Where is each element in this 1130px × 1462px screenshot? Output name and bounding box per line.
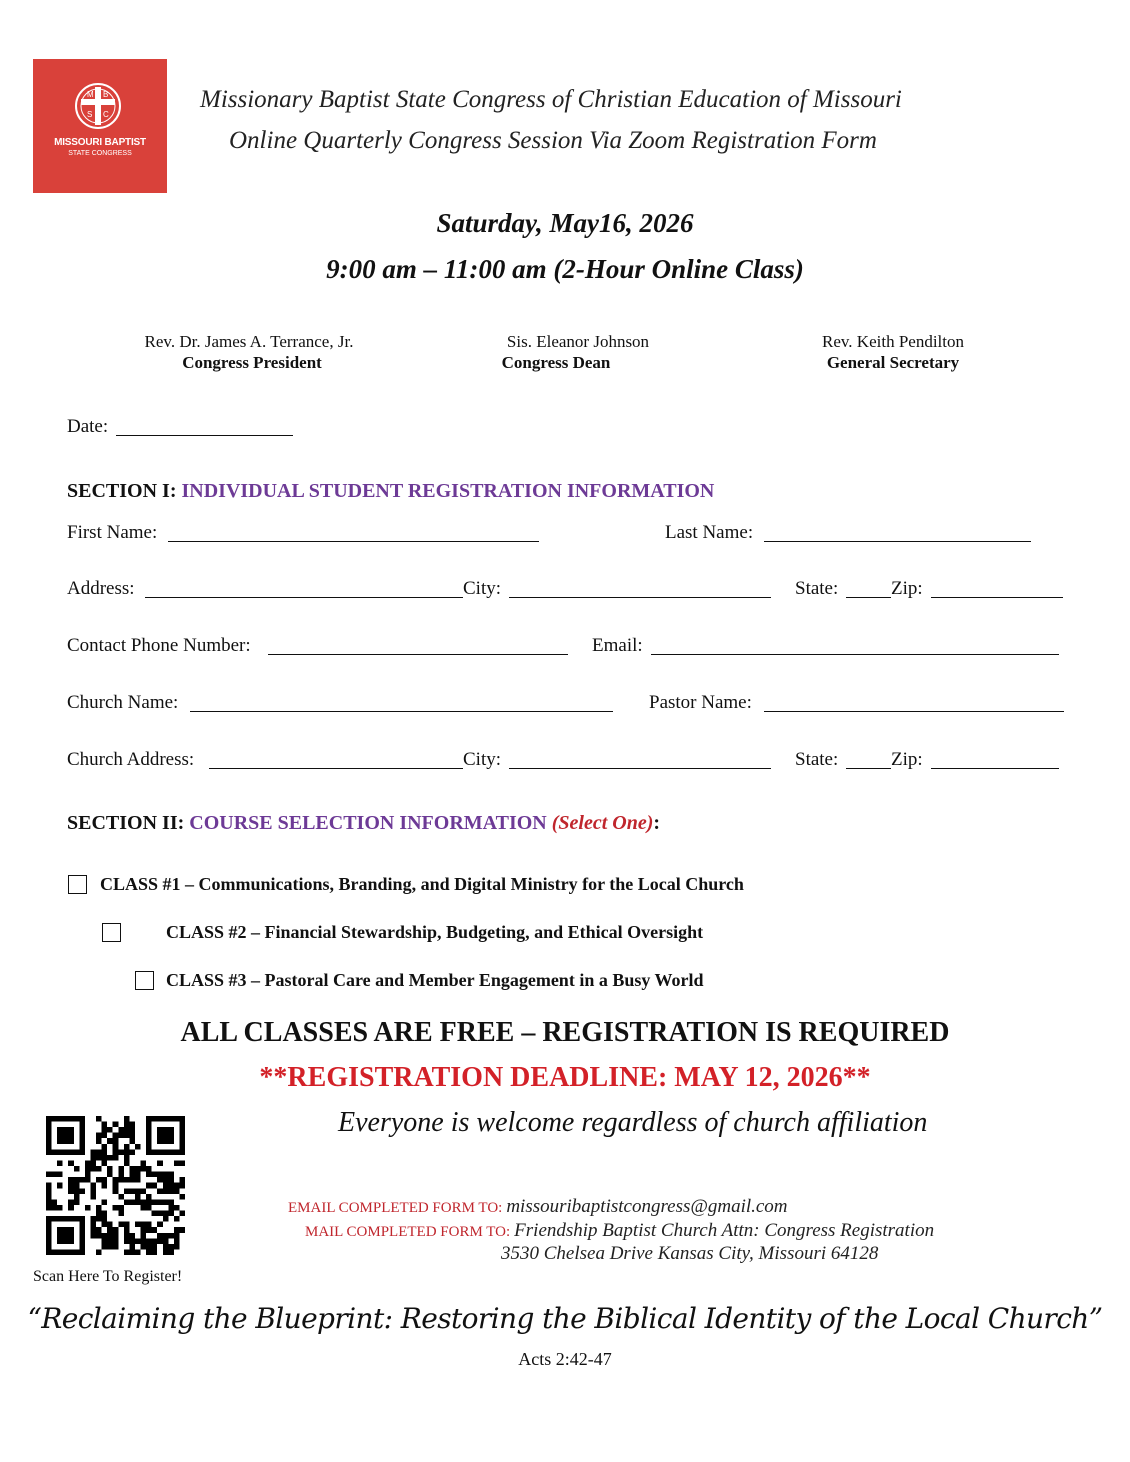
qr-module xyxy=(107,1172,113,1178)
qr-module xyxy=(146,1172,152,1178)
qr-module xyxy=(163,1233,169,1239)
officer-title: Congress Dean xyxy=(501,353,611,372)
qr-module xyxy=(129,1166,135,1172)
qr-module xyxy=(146,1183,152,1189)
qr-module xyxy=(146,1244,152,1250)
qr-module xyxy=(146,1194,152,1200)
qr-module xyxy=(118,1166,124,1172)
class-3-checkbox[interactable] xyxy=(135,971,154,990)
class-1-checkbox[interactable] xyxy=(68,875,87,894)
church-name-field[interactable] xyxy=(190,711,613,712)
officer-title: General Secretary xyxy=(826,353,960,372)
qr-module xyxy=(46,1172,52,1178)
qr-module xyxy=(102,1216,108,1222)
qr-module xyxy=(90,1227,96,1233)
qr-module xyxy=(124,1133,130,1139)
qr-module xyxy=(57,1172,63,1178)
qr-module xyxy=(163,1238,169,1244)
church-city-label: City: xyxy=(463,749,502,770)
qr-module xyxy=(46,1194,52,1200)
qr-module xyxy=(163,1172,169,1178)
qr-module xyxy=(52,1199,58,1205)
qr-module xyxy=(135,1177,141,1183)
qr-module xyxy=(90,1160,96,1166)
qr-module xyxy=(74,1199,80,1205)
event-time: 9:00 am – 11:00 am (2-Hour Online Class) xyxy=(326,254,804,284)
qr-module xyxy=(129,1188,135,1194)
qr-module xyxy=(141,1233,147,1239)
qr-finder xyxy=(57,1227,74,1244)
qr-module xyxy=(135,1249,141,1255)
email-field[interactable] xyxy=(651,654,1059,655)
logo-letter: C xyxy=(103,110,109,119)
qr-module xyxy=(46,1199,52,1205)
logo-letter: B xyxy=(103,90,109,99)
qr-module xyxy=(90,1188,96,1194)
qr-module xyxy=(135,1199,141,1205)
qr-module xyxy=(79,1177,85,1183)
qr-module xyxy=(129,1249,135,1255)
mail-instruction-label: MAIL COMPLETED FORM TO: xyxy=(305,1224,511,1240)
officer-name: Rev. Dr. James A. Terrance, Jr. xyxy=(144,332,354,351)
qr-module xyxy=(124,1249,130,1255)
qr-module xyxy=(174,1238,180,1244)
qr-module xyxy=(113,1233,119,1239)
qr-module xyxy=(85,1160,91,1166)
qr-module xyxy=(118,1211,124,1217)
qr-module xyxy=(146,1249,152,1255)
mail-recipient: Friendship Baptist Church Attn: Congress Registration xyxy=(514,1220,935,1241)
officer-title: Congress President xyxy=(182,353,322,372)
qr-module xyxy=(102,1160,108,1166)
welcome-text: Everyone is welcome regardless of church affiliation xyxy=(338,1107,928,1138)
qr-module xyxy=(107,1238,113,1244)
qr-module xyxy=(90,1222,96,1228)
qr-module xyxy=(168,1249,174,1255)
pastor-name-label: Pastor Name: xyxy=(649,692,752,713)
qr-module xyxy=(146,1227,152,1233)
qr-module xyxy=(57,1183,63,1189)
qr-module xyxy=(68,1177,74,1183)
org-title: Missionary Baptist State Congress of Christian Education of Missouri xyxy=(200,86,902,113)
qr-module xyxy=(113,1149,119,1155)
qr-module xyxy=(168,1172,174,1178)
qr-module xyxy=(124,1227,130,1233)
qr-module xyxy=(102,1127,108,1133)
section-1-heading xyxy=(67,480,714,503)
church-state-label: State: xyxy=(795,749,839,770)
qr-module xyxy=(163,1216,169,1222)
qr-module xyxy=(157,1172,163,1178)
section-1-prefix: SECTION I: xyxy=(67,480,177,502)
qr-module xyxy=(96,1149,102,1155)
qr-module xyxy=(141,1199,147,1205)
qr-module xyxy=(107,1127,113,1133)
qr-module xyxy=(141,1227,147,1233)
qr-module xyxy=(179,1211,185,1217)
qr-finder xyxy=(157,1127,174,1144)
section-2-prefix: SECTION II: xyxy=(67,812,185,834)
city-label: City: xyxy=(463,578,502,599)
qr-module xyxy=(157,1188,163,1194)
church-zip-label: Zip: xyxy=(891,749,923,770)
qr-module xyxy=(174,1227,180,1233)
qr-module xyxy=(157,1177,163,1183)
qr-module xyxy=(90,1166,96,1172)
qr-module xyxy=(146,1166,152,1172)
qr-module xyxy=(79,1188,85,1194)
qr-module xyxy=(96,1216,102,1222)
qr-module xyxy=(96,1177,102,1183)
form-title: Online Quarterly Congress Session Via Zoom Registration Form xyxy=(229,127,877,154)
qr-module xyxy=(46,1188,52,1194)
qr-module xyxy=(68,1160,74,1166)
church-address-field[interactable] xyxy=(209,768,463,769)
qr-module xyxy=(113,1205,119,1211)
address-field[interactable] xyxy=(145,597,463,598)
qr-module xyxy=(46,1205,52,1211)
qr-module xyxy=(129,1149,135,1155)
qr-module xyxy=(168,1205,174,1211)
class-2-checkbox[interactable] xyxy=(102,923,121,942)
qr-module xyxy=(141,1222,147,1228)
church-zip-field[interactable] xyxy=(931,768,1059,769)
qr-module xyxy=(118,1172,124,1178)
qr-module xyxy=(74,1194,80,1200)
qr-module xyxy=(135,1144,141,1150)
qr-module xyxy=(163,1177,169,1183)
qr-module xyxy=(118,1127,124,1133)
qr-module xyxy=(102,1155,108,1161)
qr-module xyxy=(174,1188,180,1194)
event-date: Saturday, May16, 2026 xyxy=(436,208,694,238)
qr-module xyxy=(113,1238,119,1244)
qr-module xyxy=(157,1238,163,1244)
qr-module xyxy=(90,1216,96,1222)
qr-module xyxy=(174,1244,180,1250)
qr-module xyxy=(107,1227,113,1233)
section-2-colon: : xyxy=(653,812,661,834)
class-3-label: CLASS #3 – Pastoral Care and Member Engagement in a Busy World xyxy=(166,970,704,990)
section-2-heading xyxy=(67,812,660,835)
qr-module xyxy=(129,1177,135,1183)
logo-letter: M xyxy=(87,90,94,99)
qr-module xyxy=(163,1244,169,1250)
qr-module xyxy=(96,1249,102,1255)
church-state-field[interactable] xyxy=(846,768,891,769)
first-name-label: First Name: xyxy=(67,522,158,543)
qr-module xyxy=(179,1160,185,1166)
qr-module xyxy=(90,1233,96,1239)
first-name-field[interactable] xyxy=(168,541,539,542)
qr-module xyxy=(146,1222,152,1228)
qr-module xyxy=(96,1211,102,1217)
qr-module xyxy=(90,1183,96,1189)
qr-module xyxy=(174,1205,180,1211)
qr-module xyxy=(102,1199,108,1205)
qr-module xyxy=(107,1155,113,1161)
qr-finder xyxy=(57,1127,74,1144)
state-field[interactable] xyxy=(846,597,891,598)
qr-module xyxy=(102,1149,108,1155)
qr-module xyxy=(90,1155,96,1161)
qr-module xyxy=(129,1199,135,1205)
qr-module xyxy=(152,1249,158,1255)
qr-module xyxy=(163,1211,169,1217)
logo-title: MISSOURI BAPTIST xyxy=(54,137,146,148)
qr-module xyxy=(85,1205,91,1211)
qr-module xyxy=(163,1249,169,1255)
zip-label: Zip: xyxy=(891,578,923,599)
qr-module xyxy=(157,1222,163,1228)
qr-module xyxy=(57,1205,63,1211)
qr-caption: Scan Here To Register! xyxy=(33,1268,183,1285)
qr-module xyxy=(74,1177,80,1183)
qr-module xyxy=(129,1133,135,1139)
qr-module xyxy=(174,1160,180,1166)
qr-module xyxy=(113,1144,119,1150)
address-label: Address: xyxy=(67,578,135,599)
qr-module xyxy=(124,1233,130,1239)
qr-module xyxy=(163,1183,169,1189)
qr-module xyxy=(85,1177,91,1183)
scripture-reference: Acts 2:42-47 xyxy=(518,1349,612,1369)
qr-module xyxy=(102,1238,108,1244)
qr-module xyxy=(135,1172,141,1178)
church-address-label: Church Address: xyxy=(67,749,195,770)
qr-module xyxy=(146,1238,152,1244)
zip-field[interactable] xyxy=(931,597,1063,598)
qr-module xyxy=(135,1194,141,1200)
qr-module xyxy=(96,1233,102,1239)
qr-module xyxy=(129,1244,135,1250)
qr-module xyxy=(102,1211,108,1217)
qr-module xyxy=(102,1233,108,1239)
qr-module xyxy=(168,1177,174,1183)
qr-module xyxy=(118,1149,124,1155)
qr-module xyxy=(113,1177,119,1183)
qr-module xyxy=(163,1199,169,1205)
class-2-label: CLASS #2 – Financial Stewardship, Budgeting, and Ethical Oversight xyxy=(166,922,704,942)
qr-module xyxy=(141,1244,147,1250)
qr-module xyxy=(152,1244,158,1250)
qr-module xyxy=(168,1211,174,1217)
qr-module xyxy=(135,1188,141,1194)
qr-module xyxy=(135,1166,141,1172)
date-label: Date: xyxy=(67,416,109,437)
qr-module xyxy=(96,1133,102,1139)
qr-module xyxy=(124,1149,130,1155)
qr-module xyxy=(135,1222,141,1228)
qr-module xyxy=(152,1211,158,1217)
email-instruction-label: EMAIL COMPLETED FORM TO: xyxy=(288,1200,503,1216)
qr-code[interactable] xyxy=(46,1116,185,1255)
qr-module xyxy=(124,1177,130,1183)
qr-module xyxy=(124,1199,130,1205)
qr-module xyxy=(118,1133,124,1139)
qr-module xyxy=(68,1205,74,1211)
qr-module xyxy=(102,1122,108,1128)
qr-module xyxy=(107,1244,113,1250)
qr-module xyxy=(90,1149,96,1155)
logo-subtitle: STATE CONGRESS xyxy=(68,150,132,157)
qr-module xyxy=(152,1227,158,1233)
date-field[interactable] xyxy=(116,435,293,436)
qr-module xyxy=(118,1177,124,1183)
qr-module xyxy=(113,1133,119,1139)
qr-module xyxy=(129,1238,135,1244)
qr-module xyxy=(168,1188,174,1194)
qr-module xyxy=(85,1166,91,1172)
qr-module xyxy=(107,1233,113,1239)
qr-module xyxy=(146,1205,152,1211)
qr-module xyxy=(141,1238,147,1244)
qr-module xyxy=(96,1166,102,1172)
last-name-field[interactable] xyxy=(764,541,1031,542)
logo-letter: S xyxy=(87,110,93,119)
qr-module xyxy=(129,1172,135,1178)
qr-module xyxy=(157,1233,163,1239)
qr-module xyxy=(174,1183,180,1189)
section-1-title: INDIVIDUAL STUDENT REGISTRATION INFORMATION xyxy=(181,480,715,502)
qr-module xyxy=(168,1244,174,1250)
class-1-label: CLASS #1 – Communications, Branding, and Digital Ministry for the Local Church xyxy=(100,874,744,894)
qr-module xyxy=(118,1194,124,1200)
qr-module xyxy=(113,1227,119,1233)
qr-module xyxy=(113,1188,119,1194)
email-instruction xyxy=(288,1196,788,1218)
qr-module xyxy=(141,1188,147,1194)
pastor-name-field[interactable] xyxy=(764,711,1064,712)
qr-module xyxy=(52,1205,58,1211)
phone-field[interactable] xyxy=(268,654,568,655)
church-city-field[interactable] xyxy=(509,768,771,769)
qr-module xyxy=(124,1155,130,1161)
email-label: Email: xyxy=(592,635,643,656)
qr-module xyxy=(102,1244,108,1250)
officer-name: Rev. Keith Pendilton xyxy=(822,332,964,351)
qr-module xyxy=(90,1194,96,1200)
qr-module xyxy=(124,1122,130,1128)
qr-module xyxy=(141,1205,147,1211)
qr-module xyxy=(152,1183,158,1189)
qr-module xyxy=(129,1233,135,1239)
qr-module xyxy=(129,1127,135,1133)
qr-module xyxy=(179,1194,185,1200)
qr-module xyxy=(74,1188,80,1194)
qr-module xyxy=(168,1199,174,1205)
officer-name: Sis. Eleanor Johnson xyxy=(506,332,650,351)
qr-module xyxy=(168,1183,174,1189)
qr-module xyxy=(168,1233,174,1239)
qr-module xyxy=(96,1227,102,1233)
free-notice: ALL CLASSES ARE FREE – REGISTRATION IS REQUIRED xyxy=(180,1017,950,1048)
church-name-label: Church Name: xyxy=(67,692,179,713)
qr-module xyxy=(152,1172,158,1178)
qr-module xyxy=(113,1244,119,1250)
qr-module xyxy=(74,1166,80,1172)
qr-module xyxy=(68,1199,74,1205)
qr-module xyxy=(124,1222,130,1228)
qr-module xyxy=(179,1183,185,1189)
qr-module xyxy=(174,1216,180,1222)
last-name-label: Last Name: xyxy=(665,522,754,543)
motto: “Reclaiming the Blueprint: Restoring the Biblical Identity of the Local Church” xyxy=(27,1302,1103,1335)
qr-module xyxy=(46,1183,52,1189)
qr-module xyxy=(141,1166,147,1172)
qr-module xyxy=(146,1199,152,1205)
qr-module xyxy=(68,1183,74,1189)
qr-module xyxy=(179,1177,185,1183)
qr-module xyxy=(96,1138,102,1144)
qr-module xyxy=(135,1238,141,1244)
qr-module xyxy=(141,1160,147,1166)
mail-instruction xyxy=(305,1220,934,1242)
qr-module xyxy=(152,1199,158,1205)
deadline-notice: **REGISTRATION DEADLINE: MAY 12, 2026** xyxy=(259,1062,871,1093)
qr-module xyxy=(113,1155,119,1161)
qr-module xyxy=(124,1144,130,1150)
email-address[interactable]: missouribaptistcongress@gmail.com xyxy=(506,1196,788,1217)
qr-module xyxy=(152,1238,158,1244)
qr-module xyxy=(129,1122,135,1128)
qr-module xyxy=(107,1166,113,1172)
section-2-title: COURSE SELECTION INFORMATION xyxy=(189,812,547,834)
qr-module xyxy=(74,1183,80,1189)
qr-module xyxy=(157,1199,163,1205)
phone-label: Contact Phone Number: xyxy=(67,635,251,656)
qr-module xyxy=(68,1188,74,1194)
qr-module xyxy=(124,1188,130,1194)
qr-module xyxy=(102,1183,108,1189)
qr-module xyxy=(157,1160,163,1166)
qr-module xyxy=(179,1227,185,1233)
cross-emblem-icon xyxy=(73,81,123,131)
qr-module xyxy=(129,1138,135,1144)
logo xyxy=(33,59,167,193)
qr-module xyxy=(163,1188,169,1194)
qr-module xyxy=(157,1211,163,1217)
city-field[interactable] xyxy=(509,597,771,598)
qr-module xyxy=(124,1238,130,1244)
qr-module xyxy=(57,1160,63,1166)
qr-module xyxy=(96,1205,102,1211)
qr-module xyxy=(113,1183,119,1189)
qr-module xyxy=(96,1116,102,1122)
qr-module xyxy=(96,1155,102,1161)
section-2-note: (Select One) xyxy=(551,812,654,834)
qr-module xyxy=(102,1144,108,1150)
qr-module xyxy=(52,1172,58,1178)
qr-module xyxy=(102,1222,108,1228)
qr-module xyxy=(124,1160,130,1166)
qr-module xyxy=(107,1138,113,1144)
qr-module xyxy=(102,1133,108,1139)
qr-module xyxy=(124,1116,130,1122)
qr-module xyxy=(118,1222,124,1228)
qr-module xyxy=(113,1138,119,1144)
state-label: State: xyxy=(795,578,839,599)
qr-module xyxy=(174,1233,180,1239)
qr-module xyxy=(102,1177,108,1183)
qr-module xyxy=(124,1127,130,1133)
mail-address: 3530 Chelsea Drive Kansas City, Missouri 64128 xyxy=(501,1243,879,1264)
qr-module xyxy=(118,1205,124,1211)
qr-module xyxy=(113,1122,119,1128)
qr-module xyxy=(107,1222,113,1228)
qr-module xyxy=(85,1172,91,1178)
